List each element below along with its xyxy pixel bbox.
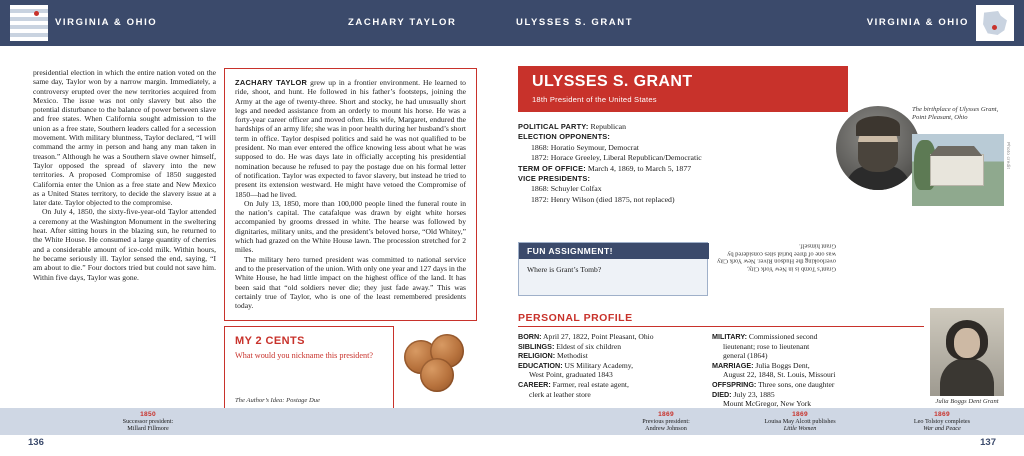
zt-paragraph-1-text: grew up in a frontier environment. He learned to ride, shoot, and hunt. He followed in his father’s footsteps, joining the Army at the age of twenty-three. Short and stocky, he had unusually short legs and needed assistance from an orderly to mount his horse. He was a forty-year career officer and moved often. His wife, Margaret, endured the hardships of an army life; she was in poor health during her husband’s short term in office. Taylor despised politics and said he was not qualified to be president. No man ever entered the office knowing less about what he was supposed to do. He was days late in officially accepting his presidential nomination because he refused to pay the postage due on his formal letter of notification. Taylor was expected to favor slavery, but instead he tried to present its extension westward. He might have vetoed the Compromise of 1850—had he lived. <box>235 78 466 199</box>
personal-profile-divider <box>518 326 924 327</box>
timeline-entry <box>872 411 1012 433</box>
profile-row: lieutenant; rose to lieutenant <box>723 341 810 351</box>
grant-title-banner <box>518 66 848 112</box>
taylor-main-column <box>33 68 216 282</box>
profile-value: Methodist <box>555 351 588 361</box>
fun-assignment-title: FUN ASSIGNMENT! <box>519 243 709 259</box>
fact-row: 1872: Horace Greeley, Liberal Republican/Democratic <box>531 153 702 163</box>
zt-lead-name: ZACHARY TAYLOR <box>235 78 308 87</box>
zt-paragraph-2: On July 13, 1850, more than 100,000 people lined the funeral route in the nation’s capital. The catafalque was drawn by eight white horses accompanied by grooms dressed in white. The hearse was followed by dignitaries, military units, and the president’s beloved horse, “Old Whitey,” which had grazed on the White House lawn. The procession stretched for 2 miles. <box>235 198 466 255</box>
profile-value: US Military Academy, <box>562 360 633 370</box>
profile-row <box>518 380 700 390</box>
page-number-left: 136 <box>28 437 44 448</box>
profile-label: EDUCATION: <box>518 360 563 370</box>
header-taylor-label: ZACHARY TAYLOR <box>348 17 457 28</box>
profile-row <box>518 351 700 361</box>
taylor-paragraph-2: On July 4, 1850, the sixty-five-year-old Taylor attended a ceremony at the Washington Monument in the sweltering heat. After sitting hours in the blazing sun, he returned to the White House. He consumed a large quantity of cherries and a considerable amount of ice-cold milk. Within hours, he became seriously ill. Taylor sensed the end, saying, “I am about to die.” Four doctors tried but could not save him. Within five days, Taylor was gone. <box>33 207 216 282</box>
birthplace-caption: The birthplace of Ulysses Grant, Point Pleasant, Ohio <box>912 106 999 121</box>
spread-body <box>0 46 1024 408</box>
personal-profile-left-column <box>518 332 700 399</box>
timeline-entry <box>730 411 870 433</box>
profile-value: Farmer, real estate agent, <box>550 379 629 389</box>
profile-label: RELIGION: <box>518 351 556 361</box>
timeline-line-1: Louisa May Alcott publishes <box>764 418 836 425</box>
grant-name: ULYSSES S. GRANT <box>532 73 693 90</box>
timeline-line-1: Successor president: <box>122 418 174 425</box>
fact-label: TERM OF OFFICE: <box>518 163 586 173</box>
profile-row: West Point, graduated 1843 <box>529 370 613 380</box>
timeline-line-2: Millard Fillmore <box>127 425 169 433</box>
profile-row <box>518 332 700 342</box>
coin-icon <box>420 358 454 392</box>
zt-paragraph-1 <box>235 78 466 199</box>
timeline-line-1: Previous president: <box>642 418 690 425</box>
julia-grant-caption: Julia Boggs Dent Grant <box>935 398 999 405</box>
fun-assignment-box <box>518 242 708 296</box>
fact-row: 1868: Schuyler Colfax <box>531 184 602 194</box>
zt-paragraph-3: The military hero turned president was committed to national service and to the preservation of the union. With only one year and 127 days in the White House, he had little impact on the highest office of the land. It has been said that “old soldiers never die; they just fade away.” This was certainly true of Taylor, who is one of the least remembered presidents today. <box>235 254 466 311</box>
fact-row: 1868: Horatio Seymour, Democrat <box>531 142 639 152</box>
profile-row: clerk at leather store <box>529 389 591 399</box>
timeline-line-2: War and Peace <box>923 425 961 433</box>
profile-value: April 27, 1822, Point Pleasant, Ohio <box>541 332 654 341</box>
my-2-cents-title: MY 2 CENTS <box>235 335 305 347</box>
grant-facts-list <box>518 122 824 205</box>
profile-row <box>712 332 902 342</box>
personal-profile-title: PERSONAL PROFILE <box>518 312 633 324</box>
profile-value: Eldest of six children <box>554 341 621 351</box>
fact-label: POLITICAL PARTY: <box>518 122 589 131</box>
timeline-year: 1850 <box>140 411 156 418</box>
profile-label: DIED: <box>712 389 732 399</box>
ohio-state-icon <box>982 10 1008 36</box>
grant-portrait <box>836 106 920 190</box>
fact-label: ELECTION OPPONENTS: <box>518 132 611 142</box>
profile-label: CAREER: <box>518 379 551 389</box>
fact-row <box>518 132 824 142</box>
fact-label: VICE PRESIDENTS: <box>518 174 591 184</box>
timeline-entry <box>88 411 208 433</box>
profile-label: OFFSPRING: <box>712 379 757 389</box>
profile-row: August 22, 1848, St. Louis, Missouri <box>723 370 836 380</box>
my-2-cents-box <box>224 326 394 412</box>
profile-label: MILITARY: <box>712 332 747 341</box>
page-header <box>0 0 1024 46</box>
profile-row <box>712 380 902 390</box>
timeline-year: 1869 <box>792 411 808 418</box>
timeline-line-1: Leo Tolstoy completes <box>913 418 971 425</box>
profile-value: Three sons, one daughter <box>756 379 835 389</box>
page-number-right: 137 <box>980 437 996 448</box>
fact-row <box>518 122 824 132</box>
profile-value: Julia Boggs Dent, <box>753 360 810 370</box>
header-left-label: VIRGINIA & OHIO <box>55 17 158 28</box>
penny-illustration <box>404 334 478 394</box>
ohio-map-block <box>976 5 1014 41</box>
profile-value: July 23, 1885 <box>731 389 775 399</box>
my-2-cents-attribution: The Author’s Idea: Postage Due <box>235 397 320 404</box>
profile-label: MARRIAGE: <box>712 360 754 370</box>
my-2-cents-question: What would you nickname this president? <box>235 351 374 360</box>
timeline-line-2: Little Women <box>783 425 817 433</box>
profile-row <box>518 361 700 371</box>
fact-value: March 4, 1869, to March 5, 1877 <box>585 163 692 173</box>
fact-row: 1872: Henry Wilson (died 1875, not replaced) <box>531 194 675 204</box>
julia-grant-portrait <box>930 308 1004 396</box>
profile-row <box>712 361 902 371</box>
birthplace-photo <box>912 134 1004 206</box>
timeline-year: 1869 <box>934 411 950 418</box>
profile-row: general (1864) <box>723 351 768 361</box>
fact-value: Republican <box>588 122 627 131</box>
header-right-label: VIRGINIA & OHIO <box>866 17 969 28</box>
fact-row <box>518 164 824 174</box>
fact-row <box>518 174 824 184</box>
profile-label: BORN: <box>518 332 542 341</box>
profile-row <box>712 390 902 400</box>
fun-assignment-answer: Grant’s Tomb is in New York City, overlooking the Hudson River. New York City was one of three burial sites considered by Grant himself. <box>717 242 836 273</box>
page-footer <box>0 435 1024 456</box>
taylor-paragraph-1: presidential election in which the entire nation voted on the same day, Taylor won by a narrow margin. Immediately, a controversy erupted over the new territories acquired from Mexico. The issue was not only slavery but also the potential disturbance to the balance of power between slave and free states. When California sought admission to the union as a free state, Southern leaders called for a secession movement. With military bluntness, Taylor declared, “I will command the army in person and hang any man taken in treason.” Although he was a Southern slave owner himself, Taylor opposed the spread of slavery into the new territories. A proposed Compromise of 1850 suggested California enter the Union as a free state and New Mexico as a United States territory, to decide the slavery issue at a later date. Taylor objected to the compromise. <box>33 68 216 208</box>
timeline-line-2: Andrew Johnson <box>645 425 687 433</box>
flag-block-left <box>10 5 48 41</box>
profile-value: Commissioned second <box>747 332 818 341</box>
zachary-taylor-sidebar <box>224 68 477 321</box>
timeline-band <box>0 408 1024 435</box>
photo-credit: Photo credit <box>1006 142 1011 169</box>
timeline-entry <box>606 411 726 433</box>
grant-subtitle: 18th President of the United States <box>532 95 657 104</box>
profile-label: SIBLINGS: <box>518 341 555 351</box>
fun-assignment-question: Where is Grant’s Tomb? <box>527 265 602 274</box>
header-grant-label: ULYSSES S. GRANT <box>516 17 634 28</box>
profile-row <box>518 342 700 352</box>
profile-row: Mount McGregor, New York <box>723 399 812 409</box>
timeline-year: 1869 <box>658 411 674 418</box>
personal-profile-right-column <box>712 332 902 409</box>
